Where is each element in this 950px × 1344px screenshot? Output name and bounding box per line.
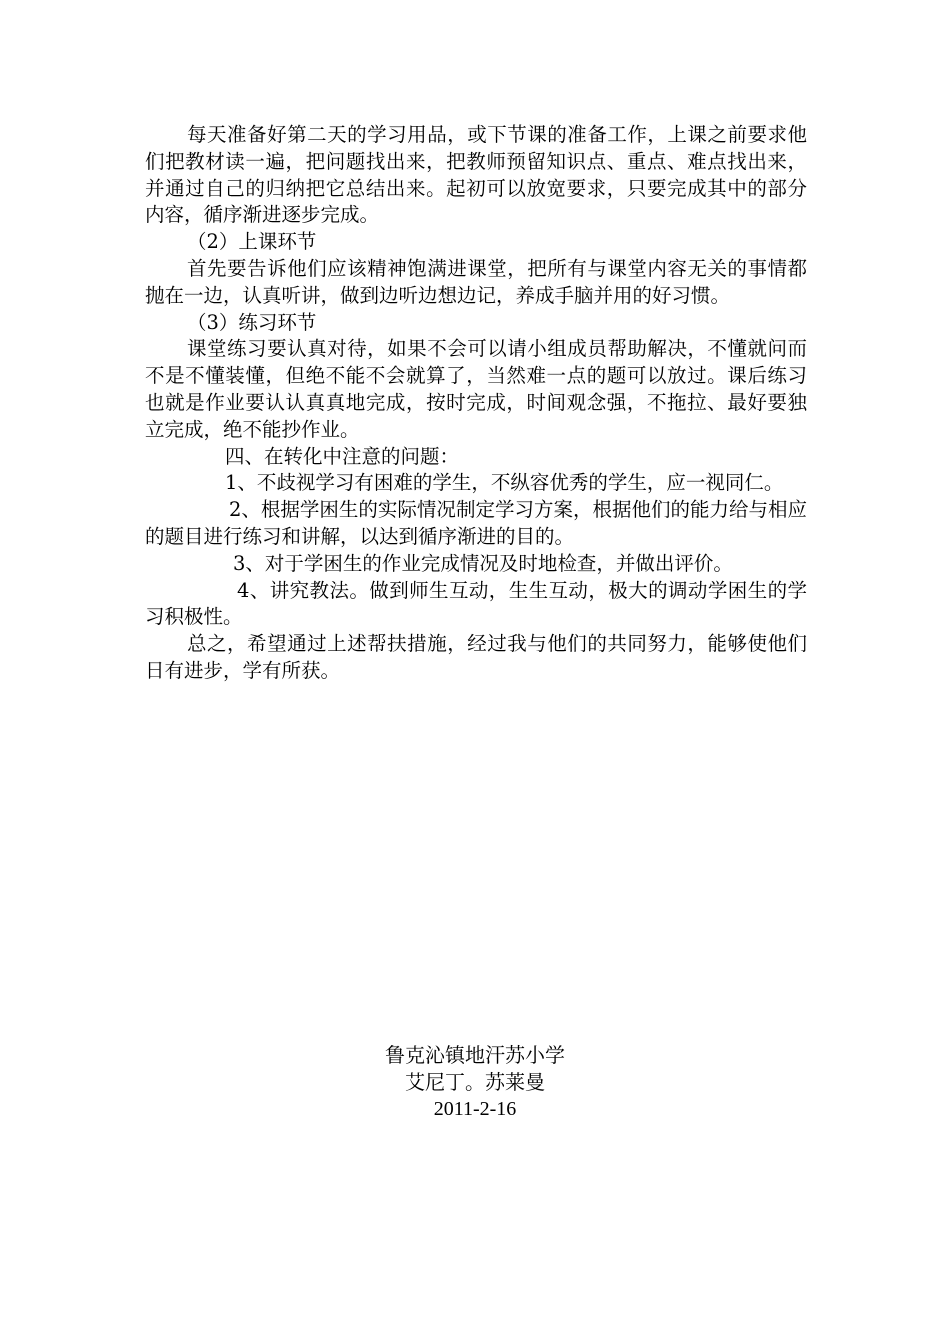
list-item-1: 1、不歧视学习有困难的学生，不纵容优秀的学生，应一视同仁。 [225,471,784,495]
heading-class-session: （2）上课环节 [187,230,317,254]
list-item-3: 3、对于学困生的作业完成情况及时地检查，并做出评价。 [233,551,733,575]
heading-section-four: 四、在转化中注意的问题： [225,444,460,468]
paragraph-class-session: 首先要告诉他们应该精神饱满进课堂，把所有与课堂内容无关的事情都抛在一边，认真听讲，做到边听边想边记，养成手脑并用的好习惯。 [145,256,807,307]
signature-block [0,1043,950,1123]
list-item-4: 4、讲究教法。做到师生互动，生生互动，极大的调动学困生的学习积极性。 [145,578,807,629]
list-item-2: 2、根据学困生的实际情况制定学习方案，根据他们的能力给与相应的题目进行练习和讲解，以达到循序渐进的目的。 [145,498,807,548]
signature-school: 鲁克沁镇地汗苏小学 [385,1045,565,1067]
document-body [145,122,807,685]
paragraph-practice: 课堂练习要认真对待，如果不会可以请小组成员帮助解决，不懂就问而不是不懂装懂，但绝不能不会就算了，当然难一点的题可以放过。课后练习也就是作业要认认真真地完成，按时完成，时间观念强，不拖拉、最好要独立完成，绝不能抄作业。 [145,337,807,441]
heading-practice: （3）练习环节 [187,310,317,334]
paragraph-conclusion: 总之，希望通过上述帮扶措施，经过我与他们的共同努力，能够使他们日有进步，学有所获。 [145,632,807,682]
signature-date: 2011-2-16 [433,1098,517,1120]
signature-author: 艾尼丁。苏莱曼 [405,1071,545,1094]
paragraph-preparation: 每天准备好第二天的学习用品，或下节课的准备工作，上课之前要求他们把教材读一遍，把问题找出来，把教师预留知识点、重点、难点找出来，并通过自己的归纳把它总结出来。起初可以放宽要求，只要完成其中的部分内容，循序渐进逐步完成。 [145,123,807,227]
